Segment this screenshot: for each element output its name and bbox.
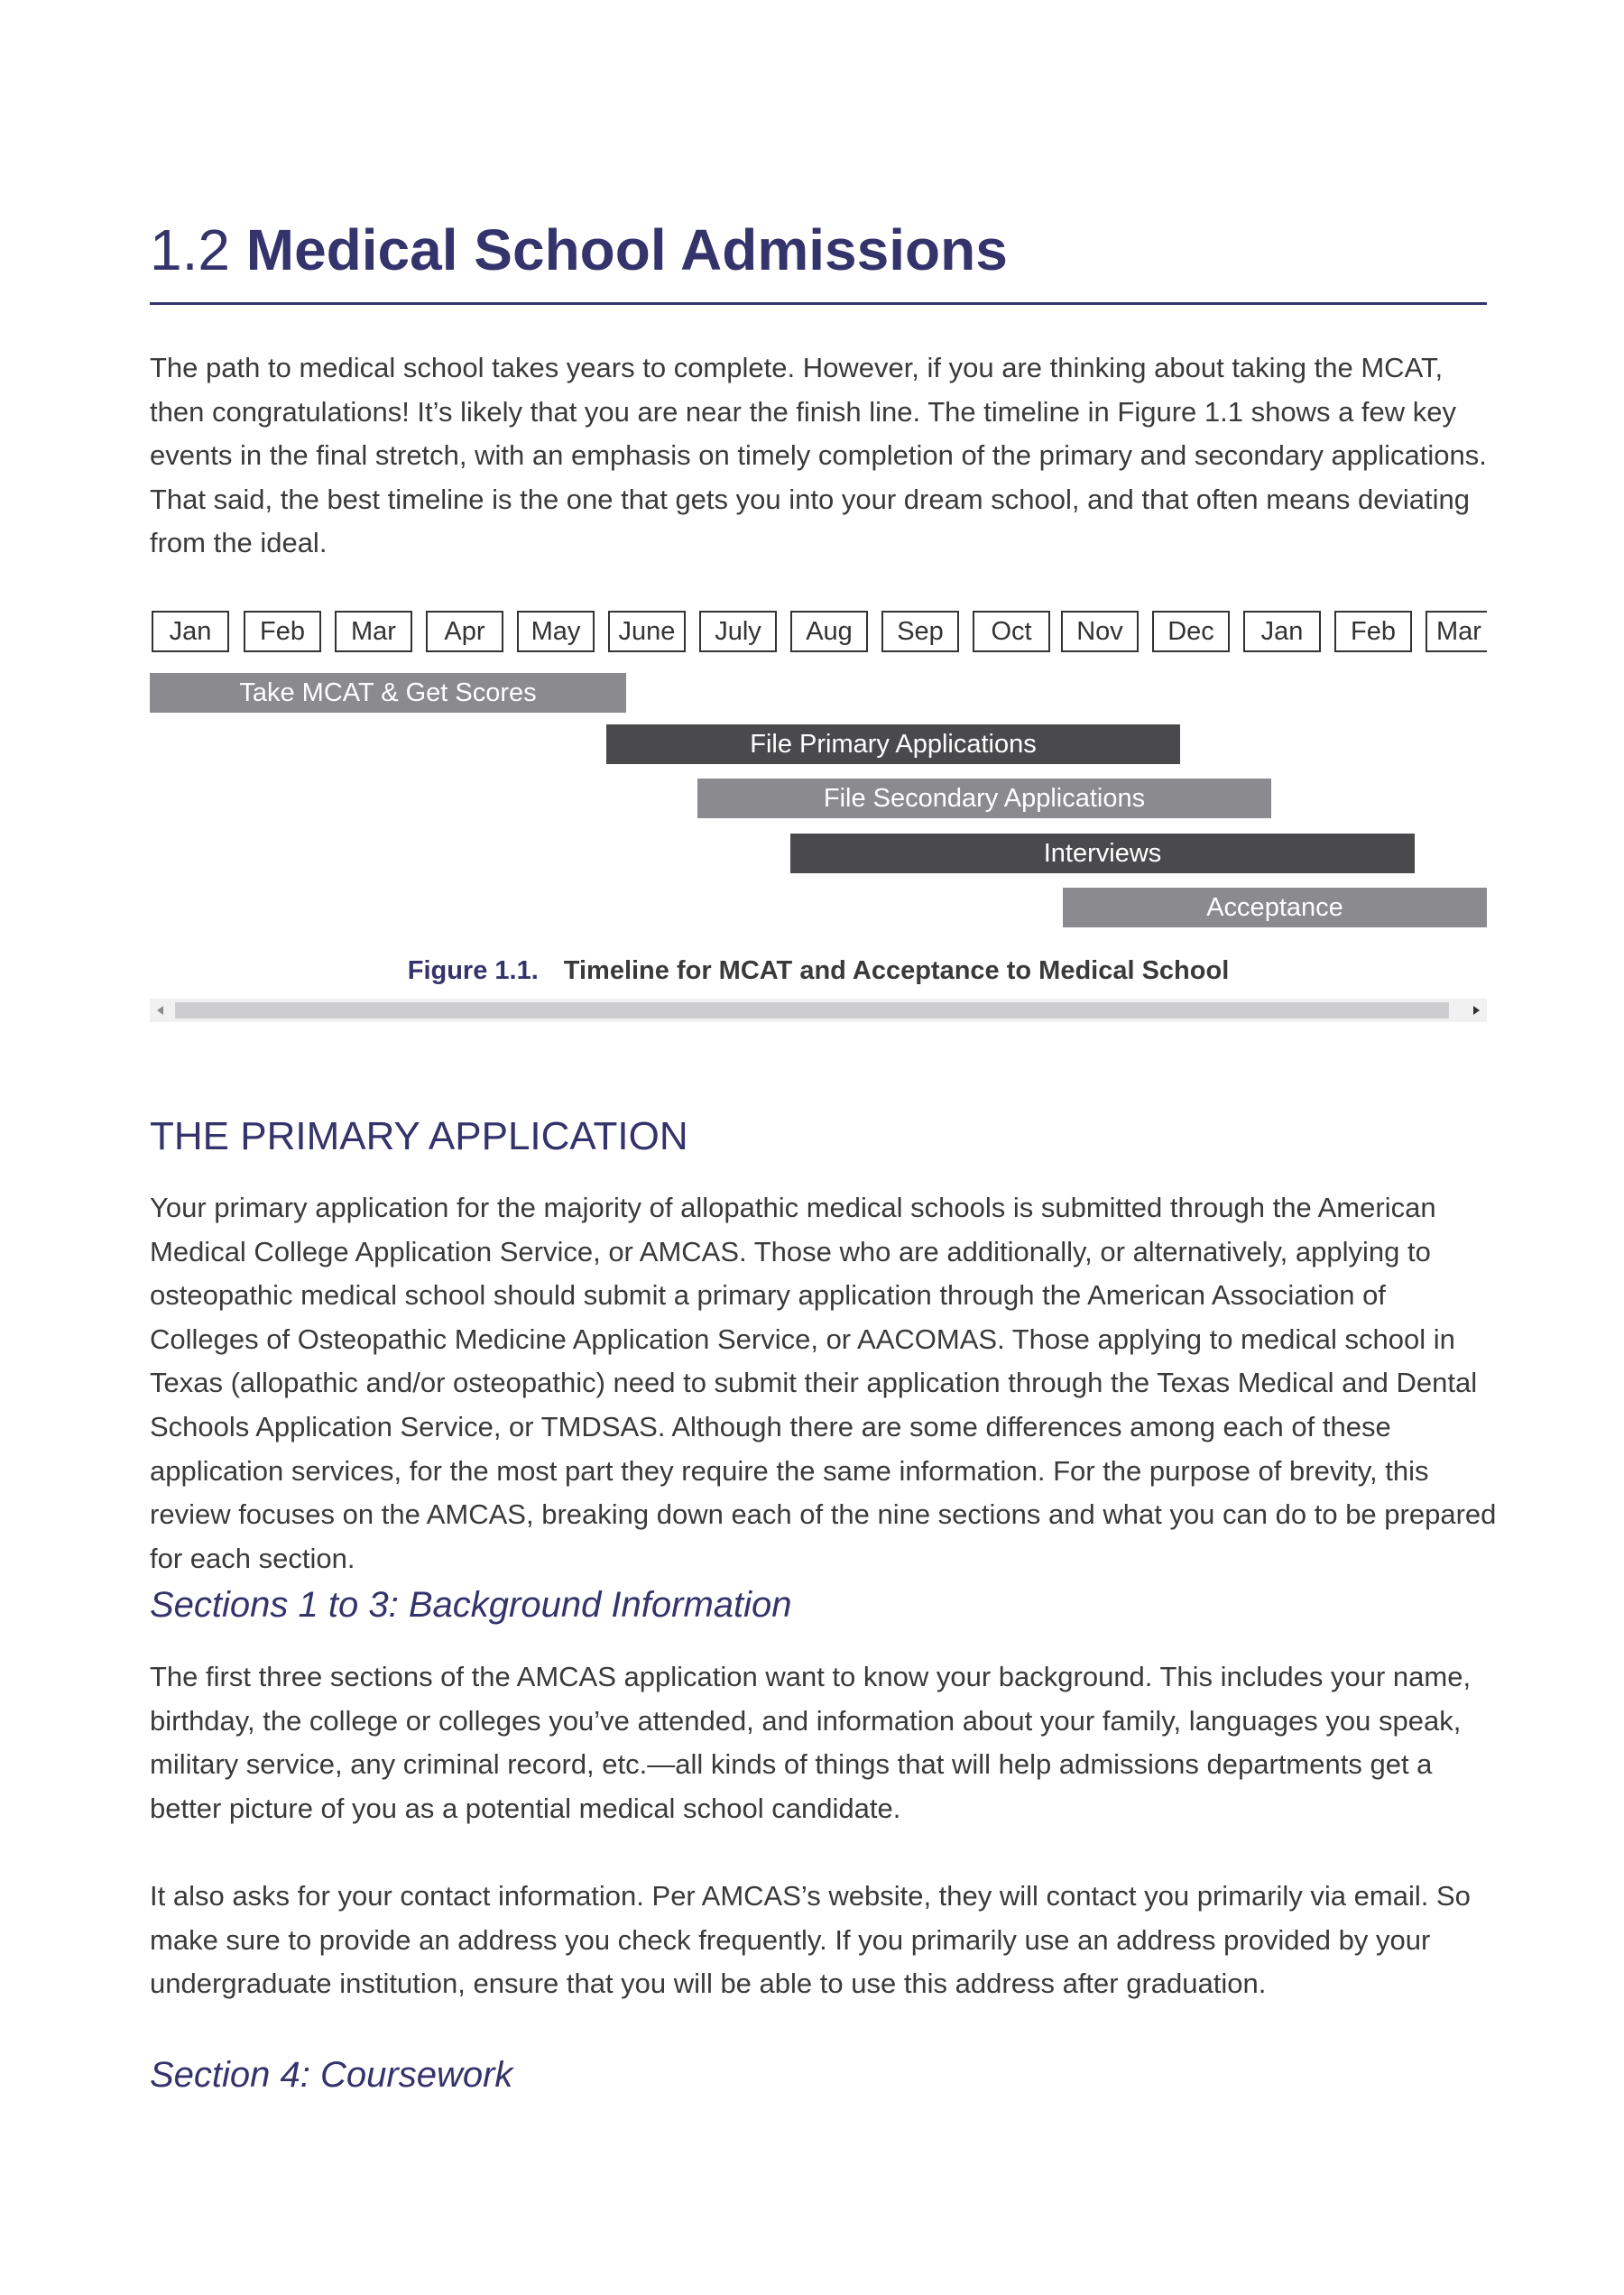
- scroll-thumb[interactable]: [175, 1002, 1449, 1018]
- month-label: May: [517, 611, 595, 652]
- sections-1-3-heading: Sections 1 to 3: Background Information: [150, 1585, 792, 1625]
- timeline-bar-primary-apps: File Primary Applications: [606, 724, 1180, 764]
- month-label: Apr: [426, 611, 503, 652]
- timeline-bar-take-mcat: Take MCAT & Get Scores: [150, 673, 626, 713]
- heading-rule: [150, 302, 1487, 305]
- scroll-right-arrow-icon[interactable]: [1473, 1006, 1480, 1015]
- scroll-left-arrow-icon[interactable]: [157, 1006, 163, 1015]
- month-label: Aug: [790, 611, 868, 652]
- background-paragraph-1: The first three sections of the AMCAS application want to know your background. This includes your name, birthday, the college or colleges you’ve attended, and information about your family, languages you speak, military service, any criminal record, etc.—all kinds of things that will help admissions departments get a better picture of you as a potential medical school candidate.: [150, 1661, 1472, 1824]
- month-label: Feb: [1334, 611, 1412, 652]
- month-label: Nov: [1061, 611, 1139, 652]
- figure-horizontal-scrollbar[interactable]: [150, 999, 1487, 1022]
- figure-caption-text: Timeline for MCAT and Acceptance to Medical School: [563, 956, 1230, 985]
- section-4-heading: Section 4: Coursework: [150, 2055, 513, 2095]
- primary-application-paragraph: Your primary application for the majority of allopathic medical schools is submitted through the American Medical College Application Service, or AMCAS. Those who are additionally, or alternatively, applying to osteopathic medical school should submit a primary application through the American Association of Colleges of Osteopathic Medicine Application Service, or AACOMAS. Those applying to medical school in Texas (allopathic and/or osteopathic) need to submit their application through the Texas Medical and Dental Schools Application Service, or TMDSAS. Although there are some differences among each of these application services, for the most part they require the same information. For the purpose of brevity, this review focuses on the AMCAS, breaking down each of the nine sections and what you can do to be prepared for each section.: [150, 1192, 1497, 1574]
- heading-number: 1.2: [150, 217, 230, 282]
- month-label-clipped: [1426, 611, 1487, 652]
- intro-paragraph: The path to medical school takes years to complete. However, if you are thinking about taking the MCAT, then congratulations! It’s likely that you are near the finish line. The timeline in Figure 1.1 shows a few key events in the final stretch, with an emphasis on timely completion of the primary and secondary applications. That said, the best timeline is the one that gets you into your dream school, and that often means deviating from the ideal.: [150, 352, 1487, 559]
- month-label: Mar: [335, 611, 412, 652]
- month-label: Mar: [1426, 611, 1487, 652]
- primary-application-heading: THE PRIMARY APPLICATION: [150, 1114, 688, 1158]
- heading-title: Medical School Admissions: [245, 217, 1008, 282]
- month-label: Feb: [244, 611, 321, 652]
- month-label: Oct: [973, 611, 1050, 652]
- month-label: Jan: [1243, 611, 1321, 652]
- timeline-bar-secondary-apps: File Secondary Applications: [697, 779, 1271, 818]
- background-paragraph-2: It also asks for your contact information. Per AMCAS’s website, they will contact you primarily via email. So make sure to provide an address you check frequently. If you primarily use an address provided by your undergraduate institution, ensure that you will be able to use this address after graduation.: [150, 1880, 1471, 2000]
- timeline-bar-acceptance: Acceptance: [1063, 888, 1487, 927]
- month-label: June: [608, 611, 686, 652]
- month-label: Dec: [1152, 611, 1230, 652]
- timeline-bar-interviews: Interviews: [790, 834, 1415, 873]
- figure-caption-label: Figure 1.1.: [407, 956, 539, 985]
- page-heading: [150, 217, 1008, 282]
- figure-caption: [150, 956, 1487, 986]
- month-label: July: [699, 611, 777, 652]
- month-label: Jan: [152, 611, 229, 652]
- month-label: Sep: [881, 611, 959, 652]
